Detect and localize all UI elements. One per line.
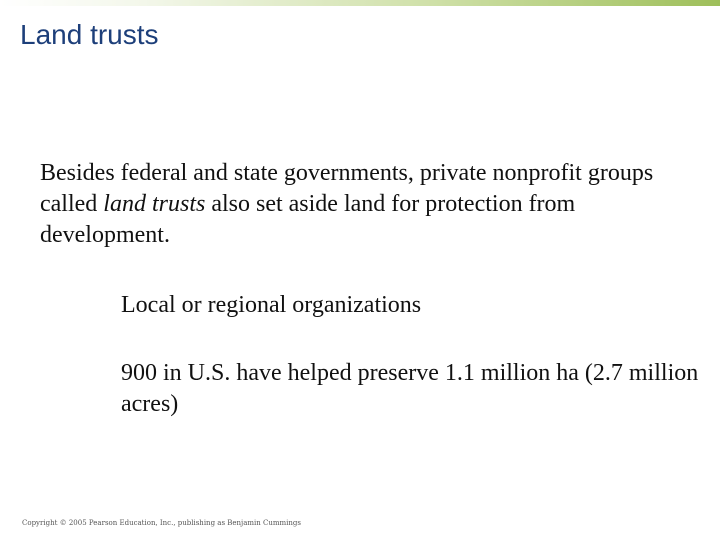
intro-emphasis: land trusts — [103, 191, 206, 218]
sub-item-preserved-land: 900 in U.S. have helped preserve 1.1 million ha (2.7 million acres) — [121, 360, 699, 418]
slide-title: Land trusts — [20, 19, 159, 50]
intro-text-end: also set aside land for protection from development. — [40, 191, 576, 249]
intro-text-start: Besides federal and state governments, private nonprofit groups called — [40, 160, 654, 218]
intro-paragraph — [40, 158, 700, 252]
sub-item-organizations: Local or regional organizations — [121, 292, 422, 318]
copyright-footer: Copyright © 2005 Pearson Education, Inc., publishing as Benjamin Cummings — [22, 519, 301, 527]
top-accent-bar — [0, 0, 720, 6]
